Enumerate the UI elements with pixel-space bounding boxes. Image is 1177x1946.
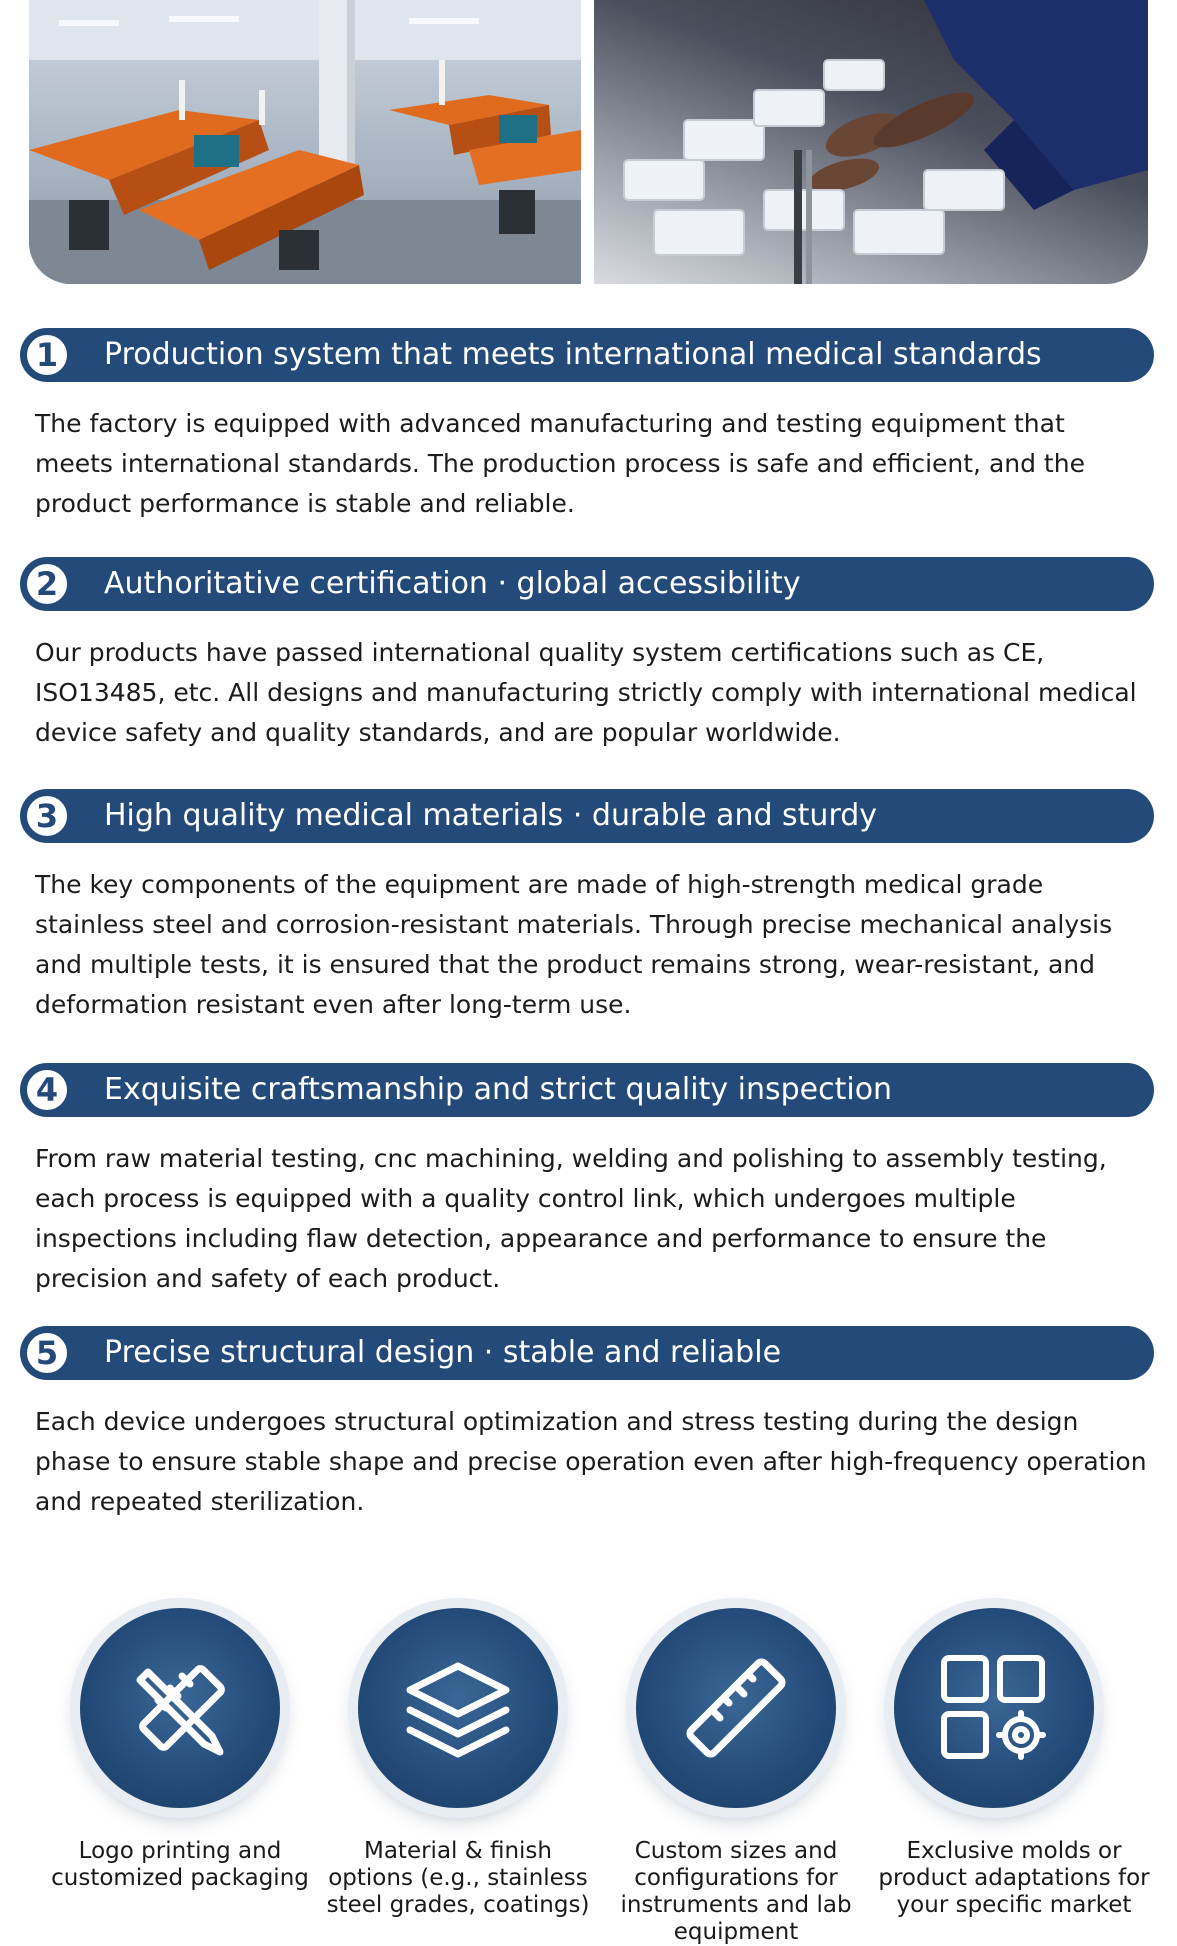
feature-icon-circle (636, 1608, 836, 1808)
feature-icon-circle (80, 1608, 280, 1808)
ruler-icon (676, 1648, 796, 1768)
layers-icon (398, 1648, 518, 1768)
section-title: Production system that meets international medical standards (104, 337, 1042, 372)
section-5-header (20, 1326, 1154, 1380)
factory-workshop-photo (29, 0, 581, 284)
section-1-body: The factory is equipped with advanced manufacturing and testing equipment that meets international standards. The production process is safe and efficient, and the product performance is stable and reliable. (35, 409, 1085, 518)
section-number-badge: 1 (24, 332, 70, 378)
grid-gear-icon (934, 1648, 1054, 1768)
feature-label: Material & finish options (e.g., stainless steel grades, coatings) (326, 1838, 590, 1918)
section-number-badge: 5 (24, 1330, 70, 1376)
section-2-body: Our products have passed international quality system certifications such as CE, ISO13485, etc. All designs and manufacturing strictly comply with international medical device safety and quality standards, and are popular worldwide. (35, 638, 1137, 747)
pencil-ruler-icon (120, 1648, 240, 1768)
section-4-header (20, 1063, 1154, 1117)
section-3-body: The key components of the equipment are made of high-strength medical grade stainless steel and corrosion-resistant materials. Through precise mechanical analysis and multiple tests, it is ensured that the product remains strong, wear-resistant, and deformation resistant even after long-term use. (35, 870, 1113, 1019)
section-title: Precise structural design · stable and reliable (104, 1335, 782, 1370)
section-4-body: From raw material testing, cnc machining, welding and polishing to assembly testing, each process is equipped with a quality control link, which undergoes multiple inspections including flaw detection, appearance and performance to ensure the precision and safety of each product. (35, 1144, 1107, 1293)
feature-icon-circle (358, 1608, 558, 1808)
feature-label: Logo printing and customized packaging (51, 1838, 309, 1891)
section-title: Authoritative certification · global accessibility (104, 566, 801, 601)
section-number-badge: 4 (24, 1067, 70, 1113)
section-title: High quality medical materials · durable and sturdy (104, 798, 878, 833)
feature-label: Custom sizes and configurations for instruments and lab equipment (620, 1838, 852, 1945)
section-2-header (20, 557, 1154, 611)
production-line-photo (594, 0, 1148, 284)
section-3-header (20, 789, 1154, 843)
section-5-body: Each device undergoes structural optimization and stress testing during the design phase to ensure stable shape and precise operation even after high-frequency operation and repeated sterilization. (35, 1407, 1147, 1516)
feature-label: Exclusive molds or product adaptations for your specific market (878, 1838, 1150, 1918)
feature-icon-circle (894, 1608, 1094, 1808)
section-number-badge: 2 (24, 561, 70, 607)
section-1-header (20, 328, 1154, 382)
section-title: Exquisite craftsmanship and strict quality inspection (104, 1072, 893, 1107)
section-number-badge: 3 (24, 793, 70, 839)
